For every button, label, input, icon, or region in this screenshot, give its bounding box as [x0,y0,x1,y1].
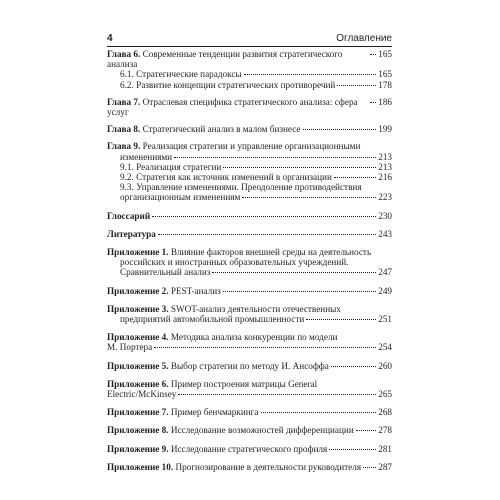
toc-label: Приложение 7. [107,407,169,418]
toc-title: Пример бенчмаркинга [170,407,259,418]
toc-label: Приложение 10. [107,461,174,472]
toc-label: Глоссарий [107,210,151,221]
leader-dots [174,157,376,158]
toc-title-line-1: 9.3. Управление изменениями. Преодоление противодействия [120,182,362,193]
toc-title-line-1: Методика анализа конкуренции по модели [170,332,338,343]
toc-entry-appendix-9 [107,444,392,454]
toc-title: 6.2. Развитие концепции стратегических противоречий [120,79,336,90]
toc-page: 287 [378,461,392,472]
toc-page: 216 [378,172,392,183]
toc-entry-6-2 [107,80,392,90]
toc-label: Приложение 9. [107,443,169,454]
toc-title: Выбор стратегии по методу И. Ансоффа [170,360,329,371]
toc-page: 278 [378,425,392,436]
toc-page: 230 [378,210,392,221]
toc-title-line-2: Electric/McKinsey [107,389,177,400]
leader-dots [363,467,376,468]
toc-page: 247 [378,267,392,278]
toc-title: 6.1. Стратегические парадоксы [120,69,242,80]
toc-page: 243 [378,228,392,239]
leader-dots [370,102,376,103]
leader-dots [212,272,376,273]
toc-title-line-3: Сравнительный анализ [120,267,211,278]
toc-title-line-2: изменениями [120,151,173,162]
toc-entry-appendix-1 [107,247,392,278]
toc-title-line-2: М. Портера [107,342,153,353]
toc-title: Прогнозирование в деятельности руководителя [175,461,362,472]
toc-label: Приложение 6. [107,378,169,389]
toc-entry-chapter-9 [107,141,392,161]
toc-entry-literature [107,229,392,239]
leader-dots [154,347,376,348]
toc-title: 9.2. Стратегия как источник изменений в организации [120,172,332,183]
toc-entry-chapter-8 [107,124,392,134]
toc-entry-chapter-7 [107,97,392,117]
toc-page: 223 [378,192,392,203]
toc-label: Глава 7. [107,96,141,107]
running-head [107,33,392,47]
leader-dots [158,234,376,235]
toc-page: 178 [378,79,392,90]
toc-title: Исследование возможностей дифференциации [170,425,354,436]
toc-page: 251 [378,314,392,325]
page-number: 4 [107,33,113,44]
leader-dots [370,54,376,55]
toc-page: 254 [378,342,392,353]
toc-label: Глава 9. [107,141,141,152]
leader-dots [329,449,376,450]
leader-dots [223,291,376,292]
toc-entry-appendix-3 [107,304,392,324]
toc-page: 265 [378,389,392,400]
toc-title: Отраслевая специфика стратегического анализа: сфера услуг [107,96,358,118]
toc-page: 268 [378,407,392,418]
toc-page: 213 [378,161,392,172]
toc-entry-appendix-2 [107,286,392,296]
leader-dots [244,74,377,75]
table-of-contents [107,49,392,472]
toc-title: Стратегический анализ в малом бизнесе [142,124,301,135]
leader-dots [306,319,376,320]
toc-title: Исследование стратегического профиля [170,443,328,454]
toc-entry-appendix-10 [107,462,392,472]
toc-entry-9-1 [107,162,392,172]
toc-page: 249 [378,285,392,296]
toc-label: Приложение 5. [107,360,169,371]
toc-title-line-2: предприятий автомобильной промышленности [120,314,305,325]
toc-page: 260 [378,360,392,371]
leader-dots [334,177,376,178]
toc-label: Глава 8. [107,124,141,135]
leader-dots [261,412,377,413]
leader-dots [242,197,376,198]
toc-title-line-2: российских и иностранных образовательных учреждений. [120,257,349,268]
toc-title: PEST-анализ [170,285,221,296]
toc-title: Современные тенденции развития стратегического анализа [107,49,343,70]
toc-entry-appendix-5 [107,361,392,371]
toc-page: 281 [378,443,392,454]
toc-page: 165 [378,49,392,59]
toc-label: Приложение 1. [107,247,169,258]
toc-title-line-1: SWOT-анализ деятельности отечественных [170,303,341,314]
toc-title-line-1: Пример построения матрицы General [170,378,318,389]
toc-title-line-1: Реализация стратегии и управление организационными [142,141,361,152]
toc-page: 199 [378,124,392,135]
toc-entry-glossary [107,211,392,221]
toc-entry-chapter-6 [107,49,392,69]
toc-page: 165 [378,69,392,80]
toc-entry-appendix-8 [107,425,392,435]
leader-dots [337,85,376,86]
leader-dots [152,216,376,217]
toc-entry-6-1 [107,69,392,79]
toc-title-line-1: Влияние факторов внешней среды на деятельность [170,247,372,258]
toc-title-line-2: организационным изменениям [120,192,241,203]
leader-dots [356,430,376,431]
toc-label: Приложение 4. [107,332,169,343]
section-title: Оглавление [336,33,392,44]
leader-dots [178,394,376,395]
toc-label: Приложение 3. [107,303,169,314]
leader-dots [331,366,376,367]
toc-title: 9.1. Реализация стратегии [120,161,222,172]
toc-entry-appendix-6 [107,379,392,399]
toc-label: Глава 6. [107,49,141,59]
toc-page: 186 [378,96,392,107]
toc-page: 213 [378,151,392,162]
leader-dots [303,129,377,130]
toc-entry-appendix-7 [107,407,392,417]
toc-entry-appendix-4 [107,332,392,352]
toc-entry-9-2 [107,172,392,182]
toc-label: Приложение 2. [107,285,169,296]
toc-label: Приложение 8. [107,425,169,436]
toc-entry-9-3 [107,182,392,202]
leader-dots [223,167,376,168]
toc-label: Литература [107,228,156,239]
